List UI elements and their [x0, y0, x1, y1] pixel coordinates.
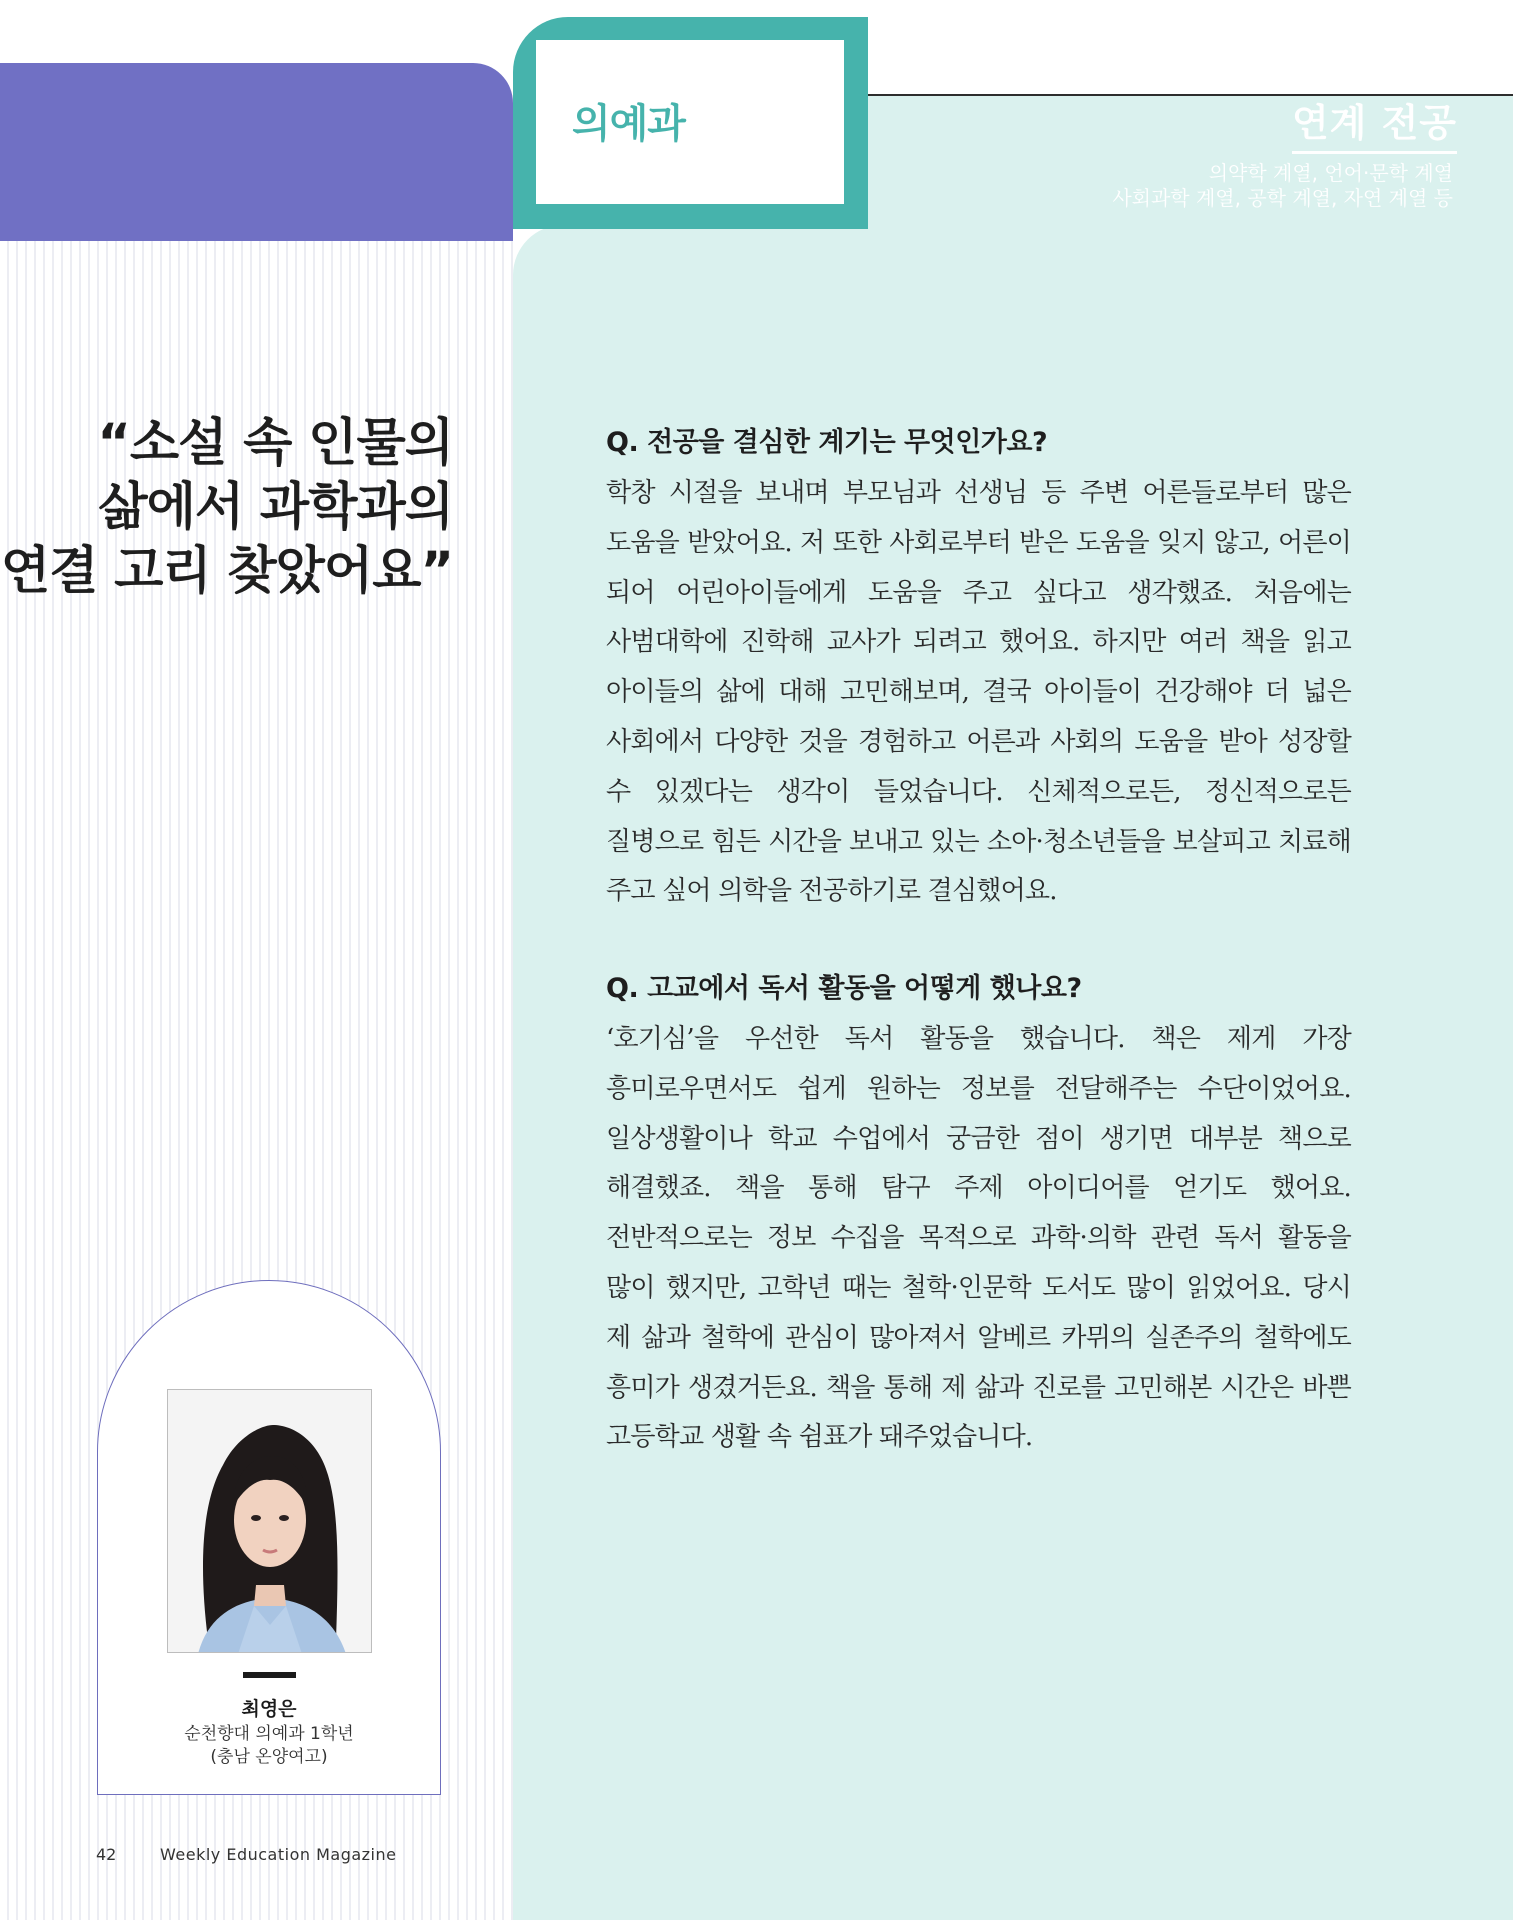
- related-majors-title: 연계 전공: [1292, 92, 1457, 154]
- answer-1: 학창 시절을 보내며 부모님과 선생님 등 주변 어른들로부터 많은 도움을 받았어요. 저 또한 사회로부터 받은 도움을 잊지 않고, 어른이 되어 어린아이들에게 도움을 주고 싶다고 생각했죠. 처음에는 사범대학에 진학해 교사가 되려고 했어요. 하지만 여러 책을 읽고 아이들의 삶에 대해 고민해보며, 결국 아이들이 건강해야 더 넓은 사회에서 다양한 것을 경험하고 어른과 사회의 도움을 받아 성장할 수 있겠다는 생각이 들었습니다. 신체적으로든, 정신적으로든 질병으로 힘든 시간을 보내고 있는 소아·청소년들을 보살피고 치료해 주고 싶어 의학을 전공하기로 결심했어요.: [606, 478, 1351, 907]
- pull-quote-line-1: “소설 속 인물의: [97, 414, 453, 473]
- name-divider: [243, 1672, 296, 1678]
- pull-quote-line-2: 삶에서 과학과의: [98, 478, 453, 537]
- pull-quote-line-3: 연결 고리 찾았어요”: [0, 542, 453, 601]
- answer-2: ‘호기심’을 우선한 독서 활동을 했습니다. 책은 제게 가장 흥미로우면서도 쉽게 원하는 정보를 전달해주는 수단이었어요. 일상생활이나 학교 수업에서 궁금한 점이 생기면 대부분 책으로 해결했죠. 책을 통해 탐구 주제 아이디어를 얻기도 했어요. 전반적으로는 정보 수집을 목적으로 과학·의학 관련 독서 활동을 많이 했지만, 고학년 때는 철학·인문학 도서도 많이 읽었어요. 당시 제 삶과 철학에 관심이 많아져서 알베르 카뮈의 실존주의 철학에도 흥미가 생겼거든요. 책을 통해 제 삶과 진로를 고민해본 시간은 바쁜 고등학교 생활 속 쉼표가 돼주었습니다.: [606, 1024, 1351, 1453]
- related-majors-banner: [0, 63, 513, 241]
- qa-block-1: [606, 420, 1351, 917]
- profile-name: 최영은: [241, 1698, 297, 1720]
- question-2: Q. 고교에서 독서 활동을 어떻게 했나요?: [606, 973, 1082, 1004]
- magazine-name: Weekly Education Magazine: [160, 1845, 397, 1864]
- profile-photo: [167, 1389, 372, 1653]
- question-1: Q. 전공을 결심한 계기는 무엇인가요?: [606, 427, 1048, 458]
- pull-quote: [1, 412, 453, 604]
- department-title: 의예과: [572, 101, 685, 147]
- panel-corner: [513, 225, 573, 285]
- profile-school: 순천향대 의예과 1학년: [184, 1724, 354, 1744]
- related-majors-line-2: 사회과학 계열, 공학 계열, 자연 계열 등: [1112, 186, 1453, 210]
- qa-block-2: [606, 966, 1351, 1463]
- page-number: 42: [96, 1845, 117, 1864]
- profile-origin: (충남 온양여고): [210, 1747, 328, 1767]
- related-majors-line-1: 의약학 계열, 언어·문학 계열: [1208, 161, 1453, 185]
- portrait-illustration: [168, 1390, 372, 1653]
